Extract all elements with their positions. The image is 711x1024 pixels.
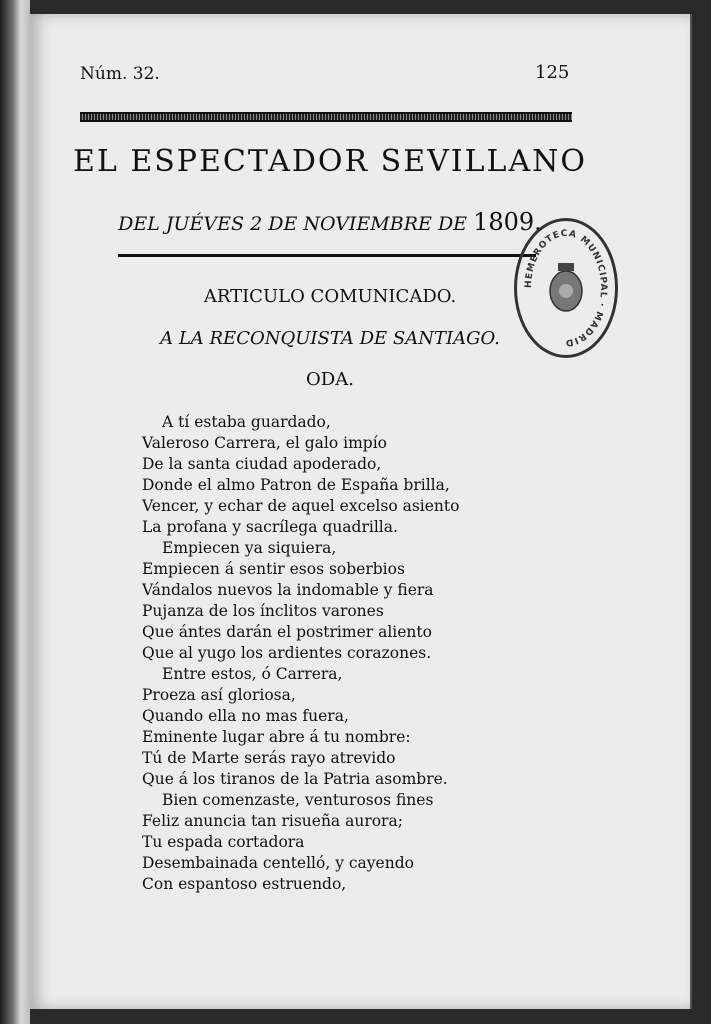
poem-line: Desembainada centelló, y cayendo <box>142 854 414 872</box>
poem-line: Proeza así gloriosa, <box>142 686 296 704</box>
poem-line: Tu espada cortadora <box>142 833 305 851</box>
poem-line: La profana y sacrílega quadrilla. <box>142 518 398 536</box>
stamp-text: HEMEROTECA MUNICIPAL · MADRID <box>523 228 609 348</box>
article-subtitle: A LA RECONQUISTA DE SANTIAGO. <box>160 328 500 349</box>
poem-line: Que á los tiranos de la Patria asombre. <box>142 770 448 788</box>
stamp-seal-icon <box>517 221 615 355</box>
divider-rule <box>118 254 536 257</box>
poem-line: Valeroso Carrera, el galo impío <box>142 434 387 452</box>
poem-line: Bien comenzaste, venturosos fines <box>162 791 434 809</box>
poem-line: Quando ella no mas fuera, <box>142 707 349 725</box>
poem-line: Entre estos, ó Carrera, <box>162 665 343 683</box>
newspaper-page <box>30 14 690 1009</box>
poem-body <box>142 412 562 895</box>
poem-line: Que ántes darán el postrimer aliento <box>142 623 432 641</box>
library-stamp <box>514 218 618 358</box>
poem-line: Vencer, y echar de aquel excelso asiento <box>142 497 460 515</box>
poem-line: Empiecen ya siquiera, <box>162 539 337 557</box>
poem-title: ODA. <box>306 369 354 390</box>
poem-line: Donde el almo Patron de España brilla, <box>142 476 450 494</box>
poem-line: De la santa ciudad apoderado, <box>142 455 382 473</box>
issue-number: Núm. 32. <box>80 64 160 84</box>
masthead-title: EL ESPECTADOR SEVILLANO <box>73 144 587 179</box>
poem-line: Feliz anuncia tan risueña aurora; <box>142 812 403 830</box>
dateline-text: DEL JUÉVES 2 DE NOVIEMBRE DE <box>118 213 468 235</box>
section-title: ARTICULO COMUNICADO. <box>203 286 457 307</box>
page-number: 125 <box>535 62 570 83</box>
adjacent-page-edge <box>0 0 30 1024</box>
poem-line: Pujanza de los ínclitos varones <box>142 602 384 620</box>
decorative-rule <box>80 112 572 122</box>
poem-line: Con espantoso estruendo, <box>142 875 347 893</box>
poem-line: Vándalos nuevos la indomable y fiera <box>142 581 434 599</box>
poem-line: Tú de Marte serás rayo atrevido <box>142 749 396 767</box>
poem-line: Empiecen á sentir esos soberbios <box>142 560 405 578</box>
poem-line: Que al yugo los ardientes corazones. <box>142 644 432 662</box>
dateline-year: 1809. <box>473 208 542 236</box>
poem-line: Eminente lugar abre á tu nombre: <box>142 728 411 746</box>
poem-line: A tí estaba guardado, <box>162 413 331 431</box>
